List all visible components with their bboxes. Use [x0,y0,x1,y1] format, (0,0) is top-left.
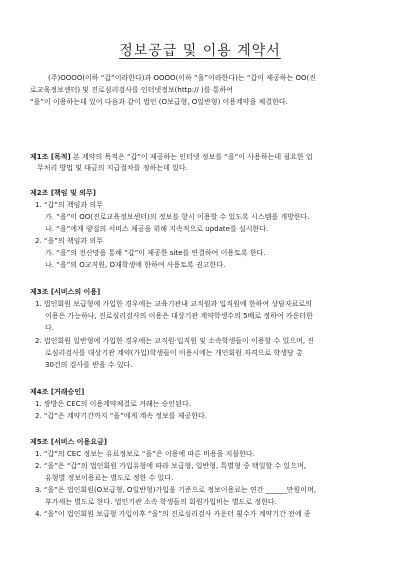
article-1-line-2: 무처리 방법 및 대금의 지급절차를 정하는데 있다. [37,164,188,172]
article-2-line: 나. “을”에게 양질의 서비스 제공을 위해 지속적으로 update를 실시한다. [45,225,269,233]
article-5-line: 2. “을”은 “갑”의 법인회원 가입유형에 따라 보급형, 일반형, 특별형 중 택일할 수 있으며, [35,462,306,470]
intro-line-1: (주)OOOO(이하 “갑”이라한다)과 OOOO(이하 “을”이라한다)는 “갑이 제공하는 OO(진 [48,74,316,82]
article-2-heading: 제2조 [책임 및 의무] [30,189,96,197]
intro-line-3: “을”이 이용하는데 있어 다음과 같이 법인 (O보급형, O일반형) 이용계약을 체결한다. [30,98,288,106]
article-1-text: 본 계약의 목적은 “갑”이 제공하는 인터넷 정보를 “을”이 사용하는데 필요한 업 [70,153,313,161]
article-3-line: 로심리검사를 대상기관 계약(가입)학생들이 이용시에는 개인회원 자격으로 학생당 총 [45,349,303,357]
article-2-line: 가. “을”의 전산망을 통해 “갑”이 제공한 site를 연결하여 이용토록 한다. [45,249,266,257]
article-5-line: 부가세는 별도로 한다. 법인기관 소속 학생들의 회원가입비는 별도로 정한다. [45,498,277,506]
document-title: 정보공급 및 이용 계약서 [119,43,281,59]
article-2-line: 나. “을”의 O교직원, O재학생에 한하여 사용토록 권고한다. [45,261,226,269]
article-4-heading: 제4조 [거래승인] [30,388,85,396]
article-1-heading: 제1조 [목적] [30,153,71,161]
article-1 [30,152,313,163]
article-2-line: 가. “을”이 OO(진로교육정보센터)의 정보를 항시 이용할 수 있도록 시스템을 개방한다. [45,213,310,221]
article-3-line: 다. [45,324,54,332]
article-5-line: 4. “을”이 법인회원 보급형 가입이후 “을”의 진로심리검사 카운터 횟수가 계약기간 전에 종 [35,510,311,518]
article-3-line: 30건의 검사를 받을 수 있다. [45,361,133,369]
article-3-line: 2. 법인회원 일반형에 가입한 경우에는 교직원·입직원 및 소속학생들이 이용할 수 있으며, 진 [35,337,315,345]
article-5-heading: 제5조 [서비스 이용요금] [30,438,108,446]
article-5-line: 1. “갑”의 CEC 정보는 유료정보로 “을”은 이용에 따른 비용을 지불한다. [35,450,255,458]
article-3-line: 1. 법인회원 보급형에 가입한 경우에는 교육기관내 교직원과 입직원에 한하여 상담자료로의 [35,300,312,308]
article-5-line: 유형별 정보이용료는 별도로 정한 수 있다. [45,474,174,482]
article-4-line: 2. “갑”은 계약기간까지 “을”에게 계속 정보를 제공한다. [35,412,207,420]
article-2-line: 2. “을”의 책임과 의무 [35,237,103,245]
article-2-line: 1. “갑”의 책임과 의무 [35,201,103,209]
article-4-line: 1. 쌍방은 CEC의 이용계약체결로 거래는 승인된다. [35,400,191,408]
intro-line-2: 로교육정보센터) 및 진로심리검사를 인터넷정보(http:// )를 통하여 [30,86,234,94]
article-3-heading: 제3조 [서비스의 이용] [30,288,101,296]
article-3-line: 이용은 가능하나, 진로심리검사의 이용은 대상기관 계약학생수의 5배로 정하여 카운터한 [45,312,313,320]
article-5-line: 3. “을”은 법인회원(O보급형, O일반형)가입을 기준으로 정보이용료는 연간 ______만원이며, [35,486,317,494]
